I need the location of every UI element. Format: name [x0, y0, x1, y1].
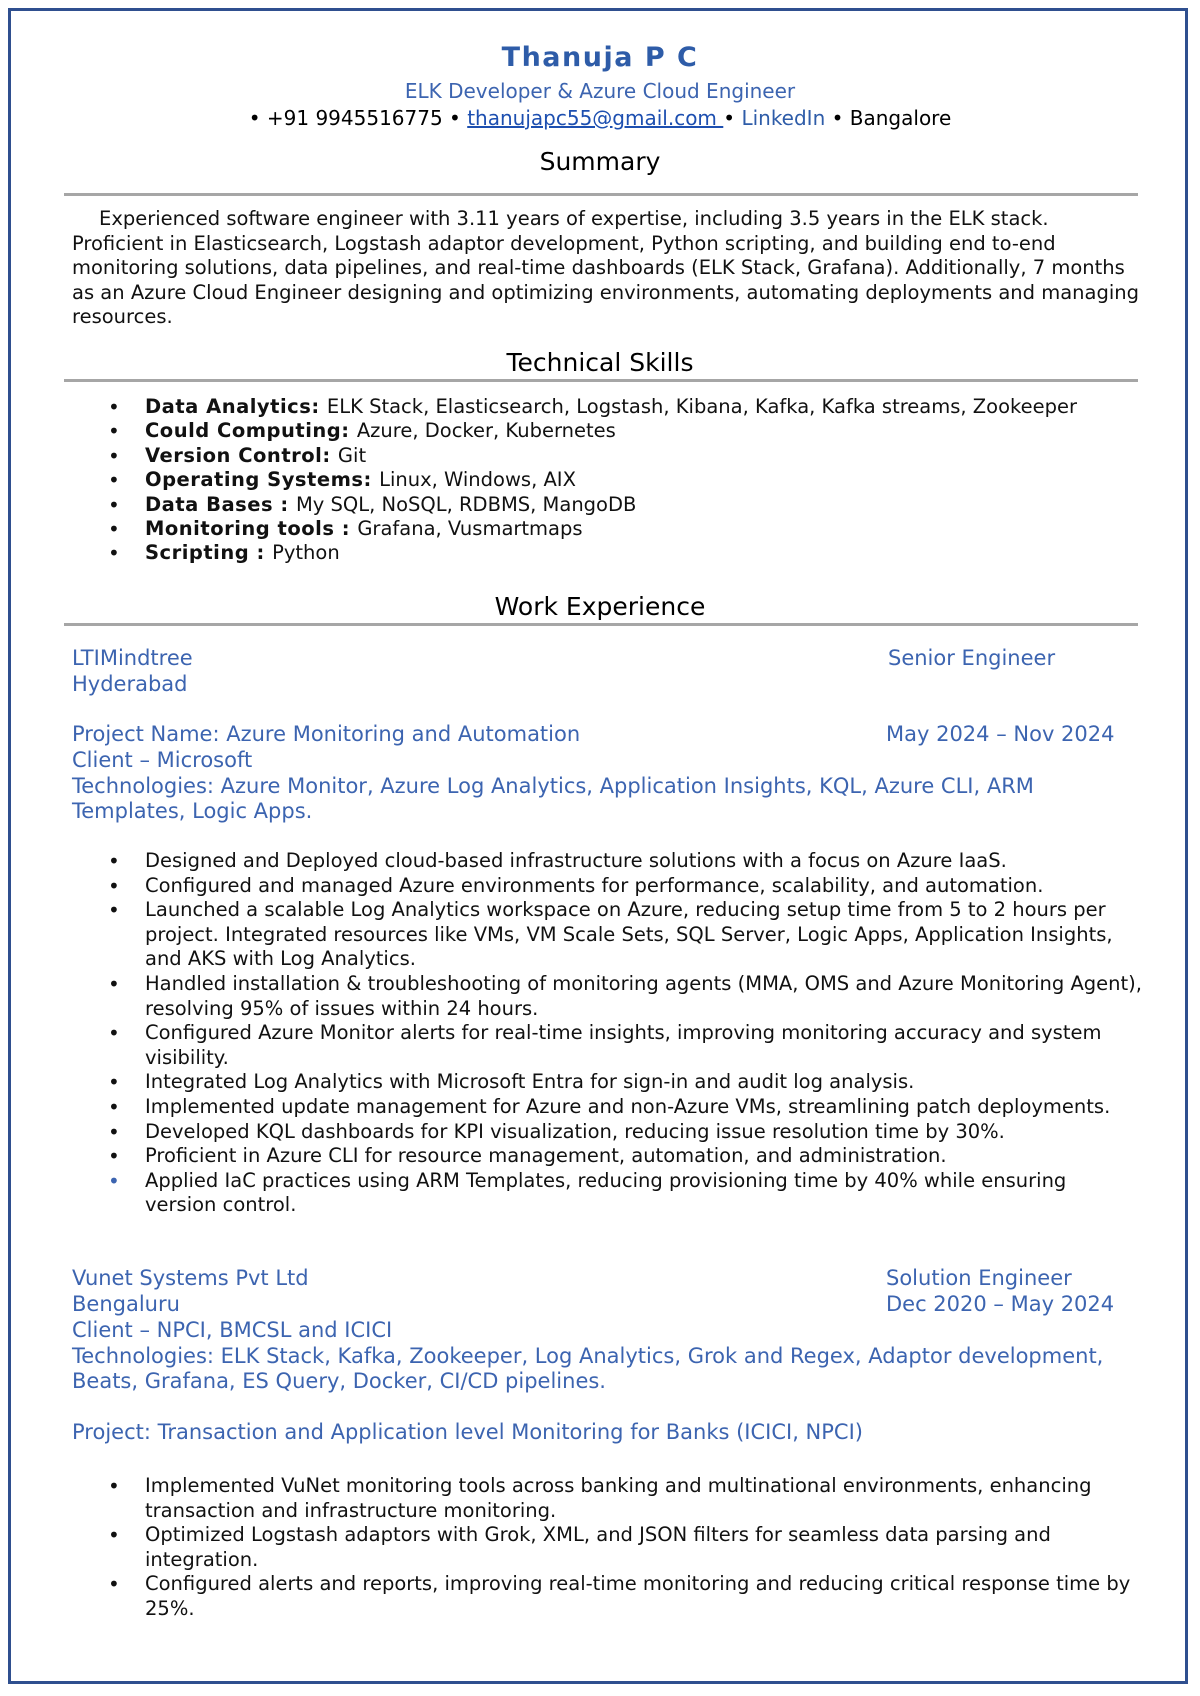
skill-value: ELK Stack, Elasticsearch, Logstash, Kibana, Kafka, Kafka streams, Zookeeper — [326, 395, 1078, 418]
job2-company: Vunet Systems Pvt Ltd — [72, 1266, 309, 1290]
skill-item — [72, 419, 1142, 443]
job2-project: Project: Transaction and Application level Monitoring for Banks (ICICI, NPCI) — [72, 1420, 863, 1444]
email-link[interactable]: thanujapc55@gmail.com — [467, 106, 724, 130]
list-item — [72, 898, 1142, 972]
list-item — [72, 874, 1142, 899]
bullet-icon: • — [108, 1523, 120, 1548]
skills-list — [72, 395, 1142, 566]
bullet-text: Implemented VuNet monitoring tools across banking and multinational environments, enhancing transaction and infrastructure monitoring. — [145, 1474, 1092, 1522]
list-item — [72, 1070, 1142, 1095]
bullet-icon: • — [108, 1168, 120, 1193]
job1-location: Hyderabad — [72, 672, 188, 696]
skill-label: Monitoring tools : — [145, 517, 358, 541]
separator: • — [825, 106, 850, 130]
job1-technologies: Technologies: Azure Monitor, Azure Log Analytics, Application Insights, KQL, Azure CLI, ARM — [72, 774, 1034, 798]
job2-technologies-cont: Beats, Grafana, ES Query, Docker, CI/CD pipelines. — [72, 1369, 606, 1393]
skills-heading: Technical Skills — [506, 348, 694, 377]
skill-value: My SQL, NoSQL, RDBMS, MangoDB — [295, 492, 637, 516]
job2-title: Solution Engineer — [886, 1266, 1072, 1290]
list-item — [72, 1144, 1142, 1169]
job1-title: Senior Engineer — [888, 646, 1056, 670]
job1-technologies-cont: Templates, Logic Apps. — [72, 799, 313, 823]
bullet-icon: • — [108, 419, 120, 444]
list-item — [72, 1523, 1142, 1572]
section-divider — [64, 623, 1138, 626]
list-item — [72, 972, 1142, 1021]
job1-project: Project Name: Azure Monitoring and Automation — [72, 722, 581, 746]
skill-item — [72, 493, 1142, 517]
skill-label: Data Analytics: — [145, 395, 327, 418]
bullet-text: Launched a scalable Log Analytics workspace on Azure, reducing setup time from 5 to 2 hours per project. Integrated resources like VMs, VM Scale Sets, SQL Server, Logic Apps, Application Insights, and AKS with Log Analytics. — [145, 898, 1113, 971]
bullet-icon: • — [108, 517, 120, 542]
section-divider — [64, 379, 1138, 382]
bullet-text: Configured and managed Azure environments for performance, scalability, and automation. — [145, 873, 1044, 897]
skill-item — [72, 541, 1142, 565]
candidate-role: ELK Developer & Azure Cloud Engineer — [404, 79, 796, 103]
bullet-icon: • — [108, 873, 120, 898]
candidate-name: Thanuja P C — [501, 42, 699, 73]
bullet-text: Applied IaC practices using ARM Templates, reducing provisioning time by 40% while ensuring version control. — [145, 1168, 1067, 1217]
skill-item — [72, 395, 1142, 419]
bullet-icon: • — [108, 443, 120, 468]
list-item — [72, 1021, 1142, 1070]
bullet-text: Configured alerts and reports, improving real-time monitoring and reducing critical response time by 25%. — [145, 1572, 1131, 1620]
job2-location: Bengaluru — [72, 1292, 180, 1316]
job1-company: LTIMindtree — [72, 646, 193, 670]
phone-text: • +91 9945516775 • — [248, 106, 468, 130]
job1-bullets — [72, 849, 1142, 1218]
bullet-icon: • — [108, 1572, 120, 1597]
bullet-icon: • — [108, 1144, 120, 1169]
list-item — [72, 1095, 1142, 1120]
contact-line — [0, 106, 1200, 130]
bullet-icon: • — [108, 492, 120, 517]
bullet-icon: • — [108, 468, 120, 493]
bullet-icon: • — [108, 541, 120, 566]
bullet-icon: • — [108, 1094, 120, 1119]
list-item — [72, 1572, 1142, 1621]
separator: • — [723, 106, 742, 130]
bullet-icon: • — [108, 849, 120, 873]
list-item — [72, 1474, 1142, 1523]
linkedin-link[interactable]: LinkedIn — [741, 106, 826, 130]
bullet-icon: • — [108, 1119, 120, 1144]
bullet-text: Handled installation & troubleshooting of monitoring agents (MMA, OMS and Azure Monitoring Agent), resolving 95% of issues within 24 hours. — [145, 971, 1142, 1020]
skill-label: Operating Systems: — [145, 468, 380, 492]
job2-technologies: Technologies: ELK Stack, Kafka, Zookeeper, Log Analytics, Grok and Regex, Adaptor development, — [72, 1344, 1104, 1368]
list-item — [72, 849, 1142, 874]
list-item — [72, 1120, 1142, 1145]
skill-item — [72, 444, 1142, 468]
skill-value: Azure, Docker, Kubernetes — [356, 419, 616, 443]
bullet-text: Designed and Deployed cloud-based infrastructure solutions with a focus on Azure IaaS. — [145, 849, 1007, 872]
experience-heading: Work Experience — [494, 592, 706, 621]
list-item — [72, 1169, 1142, 1218]
bullet-text: Configured Azure Monitor alerts for real-time insights, improving monitoring accuracy and system visibility. — [145, 1021, 1102, 1069]
bullet-icon: • — [108, 898, 120, 923]
bullet-icon: • — [108, 971, 120, 996]
job2-dates: Dec 2020 – May 2024 — [886, 1292, 1115, 1316]
skill-item — [72, 468, 1142, 492]
job2-client: Client – NPCI, BMCSL and ICICI — [72, 1318, 393, 1342]
bullet-icon: • — [108, 1070, 120, 1095]
location-text: Bangalore — [849, 106, 952, 130]
bullet-icon: • — [108, 1021, 120, 1046]
job1-dates: May 2024 – Nov 2024 — [886, 722, 1115, 746]
summary-heading: Summary — [539, 147, 661, 176]
bullet-icon: • — [108, 395, 120, 419]
skill-value: Git — [337, 443, 367, 467]
skill-value: Linux, Windows, AIX — [379, 468, 576, 492]
skill-label: Data Bases : — [145, 492, 296, 516]
bullet-text: Implemented update management for Azure and non-Azure VMs, streamlining patch deployments. — [145, 1094, 1111, 1118]
bullet-text: Developed KQL dashboards for KPI visualization, reducing issue resolution time by 30%. — [145, 1119, 1005, 1143]
skill-label: Could Computing: — [145, 419, 357, 443]
job1-client: Client – Microsoft — [72, 748, 253, 772]
bullet-text: Integrated Log Analytics with Microsoft Entra for sign-in and audit log analysis. — [145, 1070, 915, 1094]
bullet-text: Optimized Logstash adaptors with Grok, XML, and JSON filters for seamless data parsing and integration. — [145, 1523, 1051, 1571]
skill-item — [72, 517, 1142, 541]
job2-bullets — [72, 1474, 1142, 1622]
skill-label: Version Control: — [145, 443, 338, 467]
section-divider — [64, 193, 1138, 196]
bullet-text: Proficient in Azure CLI for resource management, automation, and administration. — [145, 1144, 947, 1168]
bullet-icon: • — [108, 1474, 120, 1498]
skill-value: Grafana, Vusmartmaps — [357, 517, 583, 541]
skill-value: Python — [272, 541, 340, 565]
summary-text: Experienced software engineer with 3.11 years of expertise, including 3.5 years in the ELK stack. Proficient in Elasticsearch, Logstash adaptor development, Python scripting, and building end to-end monitoring solutions, data pipelines, and real-time dashboards (ELK Stack, Grafana). Additionally, 7 months as an Azure Cloud Engineer designing and optimizing environments, automating deployments and managing resources. — [72, 207, 1140, 329]
skill-label: Scripting : — [145, 541, 273, 565]
